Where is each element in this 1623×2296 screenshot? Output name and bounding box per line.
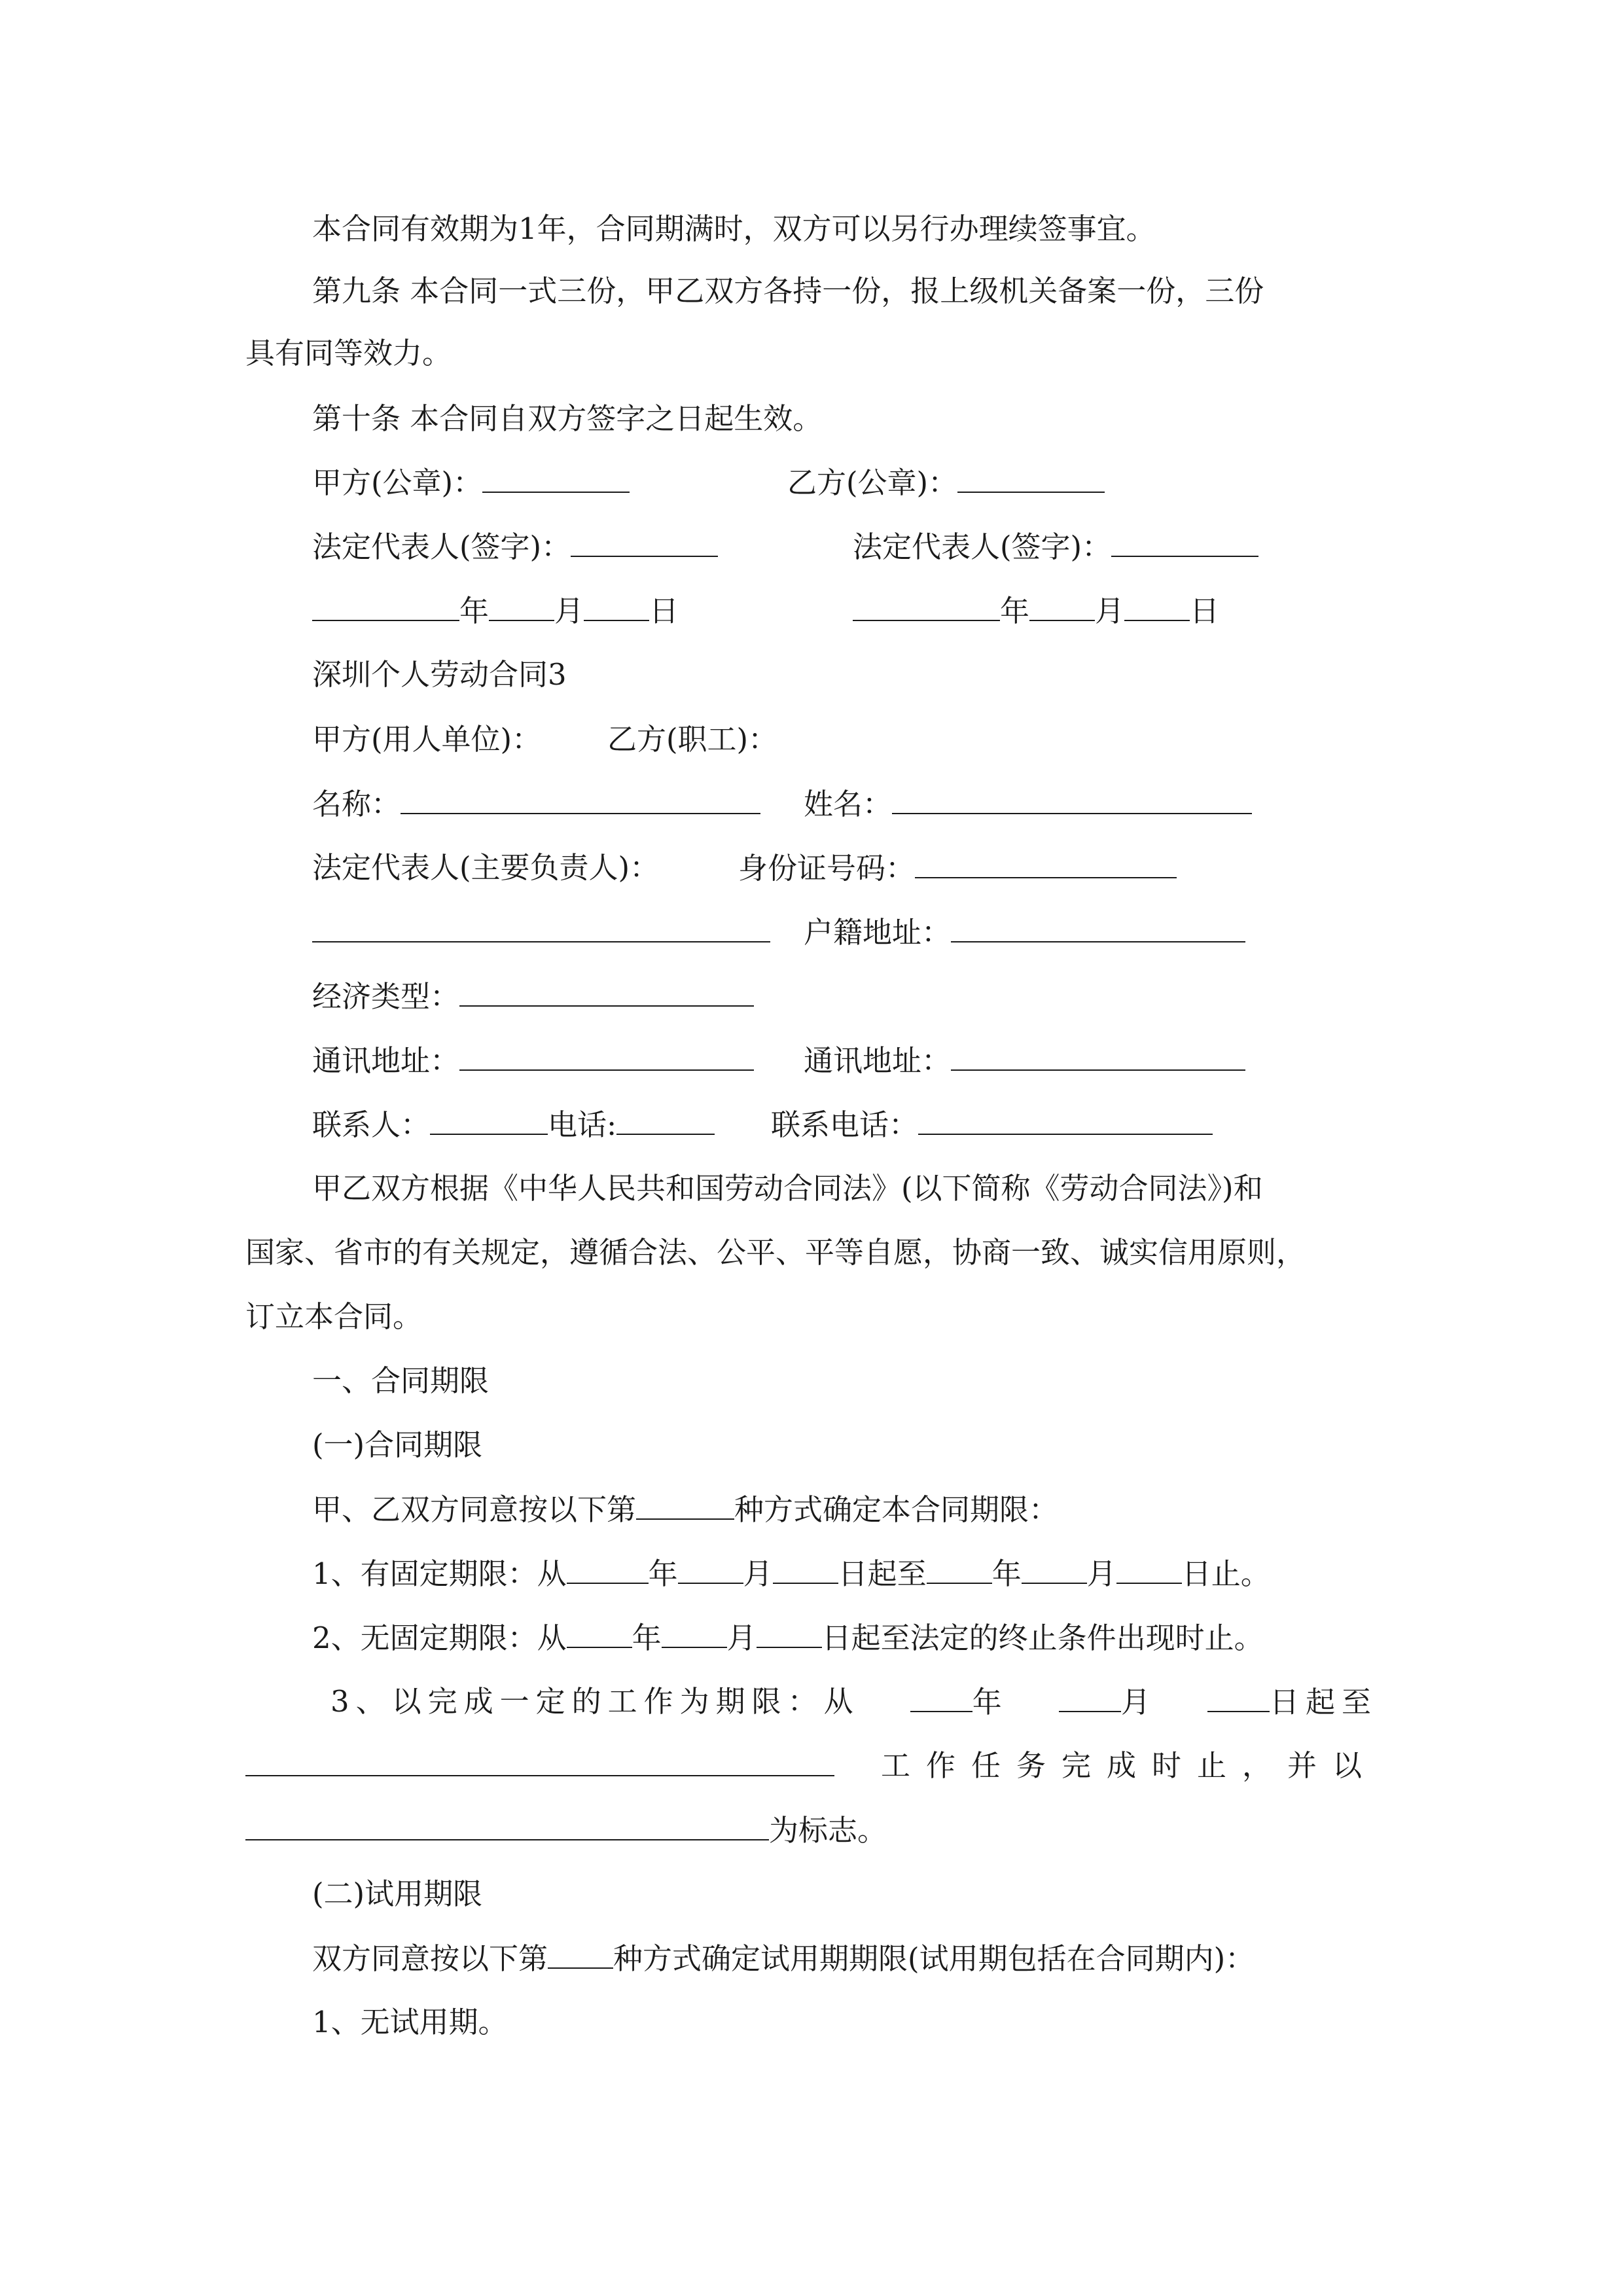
task-description-blank: [245, 1746, 834, 1776]
employee-name-row: [804, 784, 1252, 824]
month-blank: [489, 591, 554, 621]
party-a-rep-blank: [571, 527, 718, 557]
day-blank: [757, 1618, 822, 1648]
year-blank: [567, 1554, 649, 1584]
article-10: 第十条 本合同自双方签字之日起生效。: [312, 401, 823, 436]
basis-line-1: 甲乙双方根据《中华人民共和国劳动合同法》(以下简称《劳动合同法》)和: [312, 1171, 1263, 1206]
employer-name-blank: [401, 784, 760, 814]
term-choice-row: [312, 1490, 1058, 1530]
day-blank: [1124, 591, 1190, 621]
party-b-date-row: [853, 591, 1219, 631]
month-label: 月: [1086, 1556, 1116, 1591]
employee-address-blank: [951, 1041, 1245, 1071]
employer-name-row: [312, 784, 760, 824]
validity-clause: 本合同有效期为1年，合同期满时，双方可以另行办理续签事宜。: [312, 211, 1156, 246]
party-a-rep-row: [312, 527, 718, 567]
no-probation-option: 1、无试用期。: [312, 2005, 508, 2039]
basis-line-3: 订立本合同。: [245, 1299, 423, 1334]
task-marker-blank: [245, 1810, 769, 1840]
household-blank: [951, 912, 1245, 942]
term-choice-blank: [636, 1490, 734, 1520]
household-row: [804, 912, 1245, 952]
employer-address-blank: [459, 1041, 754, 1071]
task-until: 工作任务完成时止，并以: [880, 1748, 1378, 1783]
contact-row: [312, 1105, 715, 1145]
econ-type-blank: [459, 977, 754, 1007]
party-a-seal-label: 甲方(公章)：: [312, 465, 483, 500]
month-blank: [662, 1618, 727, 1648]
employee-address-row: [804, 1041, 1245, 1081]
basis-line-2: 国家、省市的有关规定，遵循合法、公平、平等自愿，协商一致、诚实信用原则，: [245, 1235, 1306, 1270]
employer-label: 甲方(用人单位)：: [312, 722, 542, 757]
subsection-1-heading: (一)合同期限: [312, 1427, 483, 1462]
comm-address-label: 通讯地址：: [312, 1043, 460, 1078]
year-label: 年: [1000, 594, 1030, 628]
comm-address-label: 通讯地址：: [804, 1043, 952, 1078]
month-blank: [1059, 1682, 1121, 1712]
day-blank: [1116, 1554, 1182, 1584]
year-label: 年: [648, 1556, 678, 1591]
month-label: 月: [554, 594, 584, 628]
day-label: 日: [1190, 594, 1220, 628]
task-completion-row: [245, 1746, 1378, 1785]
econ-type-label: 经济类型：: [312, 979, 460, 1014]
year-label: 年: [632, 1621, 662, 1655]
task-term-from: 日起至: [1269, 1685, 1378, 1719]
contact-phone-blank: [918, 1105, 1213, 1135]
fixed-term-row: [312, 1554, 1270, 1594]
task-term-pre: 3、以完成一定的工作为期限：从: [330, 1684, 860, 1719]
contact-phone-row: [771, 1105, 1213, 1145]
month-blank: [678, 1554, 743, 1584]
day-blank: [1207, 1682, 1270, 1712]
party-a-rep-label: 法定代表人(签字)：: [312, 529, 571, 564]
employee-label: 乙方(职工)：: [607, 722, 778, 757]
employee-name-blank: [892, 784, 1252, 814]
party-b-seal-blank: [957, 463, 1105, 493]
party-a-seal-blank: [482, 463, 630, 493]
month-label: 月: [1095, 594, 1125, 628]
phone-blank: [616, 1105, 715, 1135]
econ-type-row: [312, 977, 754, 1016]
contract-3-title: 深圳个人劳动合同3: [312, 657, 567, 692]
contact-phone-label: 联系电话：: [771, 1107, 919, 1142]
article-9-line-2: 具有同等效力。: [245, 336, 452, 370]
open-term-post: 日起至法定的终止条件出现时止。: [821, 1621, 1264, 1655]
legal-rep-blank: [312, 912, 770, 942]
task-marker-row: [245, 1810, 887, 1850]
open-term-pre: 2、无固定期限：从: [312, 1621, 567, 1655]
month-label: 月: [1120, 1685, 1157, 1719]
month-label: 月: [743, 1556, 773, 1591]
legal-rep-label: 法定代表人(主要负责人)：: [312, 850, 660, 885]
probation-choice-row: [312, 1939, 1255, 1979]
id-number-blank: [915, 848, 1177, 878]
household-label: 户籍地址：: [804, 915, 952, 950]
probation-choice-blank: [548, 1939, 613, 1969]
fixed-term-end: 日止。: [1181, 1556, 1270, 1591]
day-blank: [584, 591, 649, 621]
party-b-seal-row: [787, 463, 1105, 503]
year-label: 年: [991, 1556, 1022, 1591]
fixed-term-from: 日起至: [838, 1556, 927, 1591]
id-number-label: 身份证号码：: [738, 851, 916, 886]
open-term-row: [312, 1618, 1264, 1658]
probation-pre: 双方同意按以下第: [312, 1941, 548, 1976]
employer-address-row: [312, 1041, 754, 1081]
month-blank: [1022, 1554, 1087, 1584]
year-blank: [312, 591, 459, 621]
month-label: 月: [726, 1621, 757, 1655]
term-choice-post: 种方式确定本合同期限：: [734, 1492, 1059, 1527]
day-label: 日: [649, 594, 679, 628]
party-a-date-row: [312, 591, 679, 631]
legal-rep-blank-row: [312, 912, 770, 952]
term-choice-pre: 甲、乙双方同意按以下第: [312, 1492, 637, 1527]
subsection-2-heading: (二)试用期限: [312, 1876, 483, 1911]
year-blank: [927, 1554, 992, 1584]
party-b-seal-label: 乙方(公章)：: [787, 465, 958, 500]
party-b-rep-blank: [1111, 527, 1258, 557]
year-blank: [910, 1682, 972, 1712]
article-9-line-1: 第九条 本合同一式三份，甲乙双方各持一份，报上级机关备案一份，三份: [312, 274, 1264, 308]
name-label: 名称：: [312, 787, 401, 821]
party-b-rep-label: 法定代表人(签字)：: [853, 529, 1112, 564]
id-number-row: [738, 848, 1177, 888]
contact-blank: [430, 1105, 548, 1135]
year-label: 年: [459, 594, 490, 628]
probation-post: 种方式确定试用期期限(试用期包括在合同期内)：: [613, 1941, 1255, 1976]
person-name-label: 姓名：: [804, 787, 893, 821]
month-blank: [1029, 591, 1095, 621]
party-a-seal-row: [312, 463, 630, 503]
day-blank: [773, 1554, 838, 1584]
phone-label: 电话:: [548, 1107, 617, 1142]
year-blank: [567, 1618, 632, 1648]
section-1-heading: 一、合同期限: [312, 1363, 490, 1398]
year-label: 年: [972, 1685, 1008, 1719]
year-blank: [853, 591, 1000, 621]
contact-label: 联系人：: [312, 1107, 431, 1142]
party-b-rep-row: [853, 527, 1258, 567]
task-marker: 为标志。: [769, 1813, 887, 1848]
fixed-term-pre: 1、有固定期限：从: [312, 1556, 567, 1591]
task-term-row: [330, 1682, 1378, 1722]
